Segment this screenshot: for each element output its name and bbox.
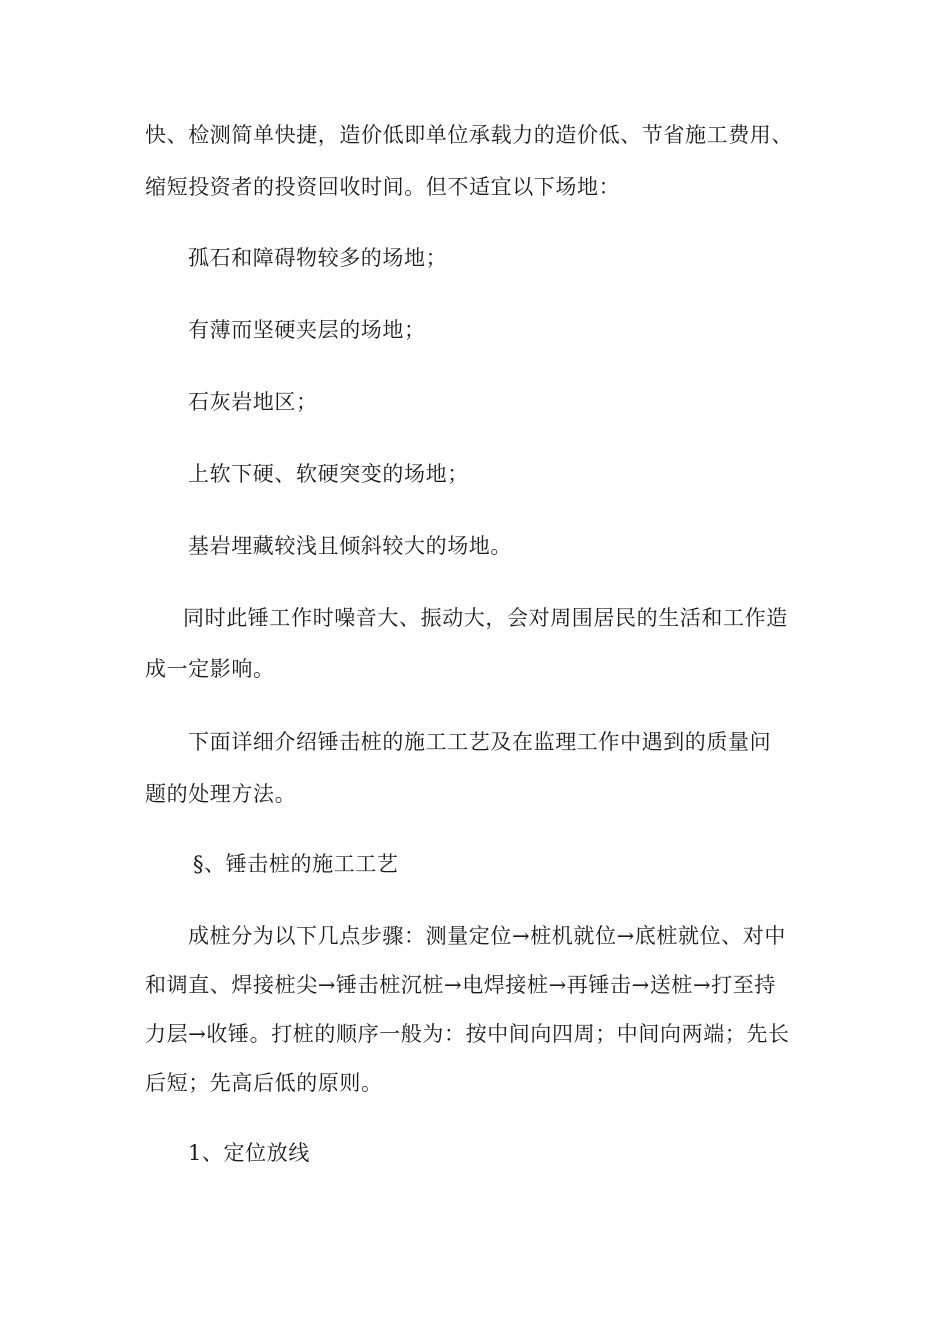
paragraph-line: 成一定影响。 [145,657,275,681]
paragraph-line: 成桩分为以下几点步骤：测量定位→桩机就位→底桩就位、对中 [188,924,786,948]
list-item: 基岩埋藏较浅且倾斜较大的场地。 [188,534,512,558]
list-item: 有薄而坚硬夹层的场地； [188,318,426,342]
list-item: 孤石和障碍物较多的场地； [188,246,448,270]
paragraph-line: 题的处理方法。 [145,782,297,806]
paragraph-line: 和调直、焊接桩尖→锤击桩沉桩→电焊接桩→再锤击→送桩→打至持 [145,973,776,997]
subheading: 1、定位放线 [188,1141,310,1165]
paragraph-line: 缩短投资者的投资回收时间。但不适宜以下场地： [145,175,621,199]
list-item: 上软下硬、软硬突变的场地； [188,462,469,486]
paragraph-line: 后短；先高后低的原则。 [145,1071,383,1095]
list-item: 石灰岩地区； [188,390,318,414]
paragraph-line: 力层→收锤。打桩的顺序一般为：按中间向四周；中间向两端；先长 [145,1022,790,1046]
section-heading: §、锤击桩的施工工艺 [193,852,399,876]
paragraph-line: 快、检测简单快捷，造价低即单位承载力的造价低、节省施工费用、 [145,123,793,147]
paragraph-line: 下面详细介绍锤击桩的施工工艺及在监理工作中遇到的质量问 [188,730,772,754]
paragraph-line: 同时此锤工作时噪音大、振动大，会对周围居民的生活和工作造 [183,606,788,630]
